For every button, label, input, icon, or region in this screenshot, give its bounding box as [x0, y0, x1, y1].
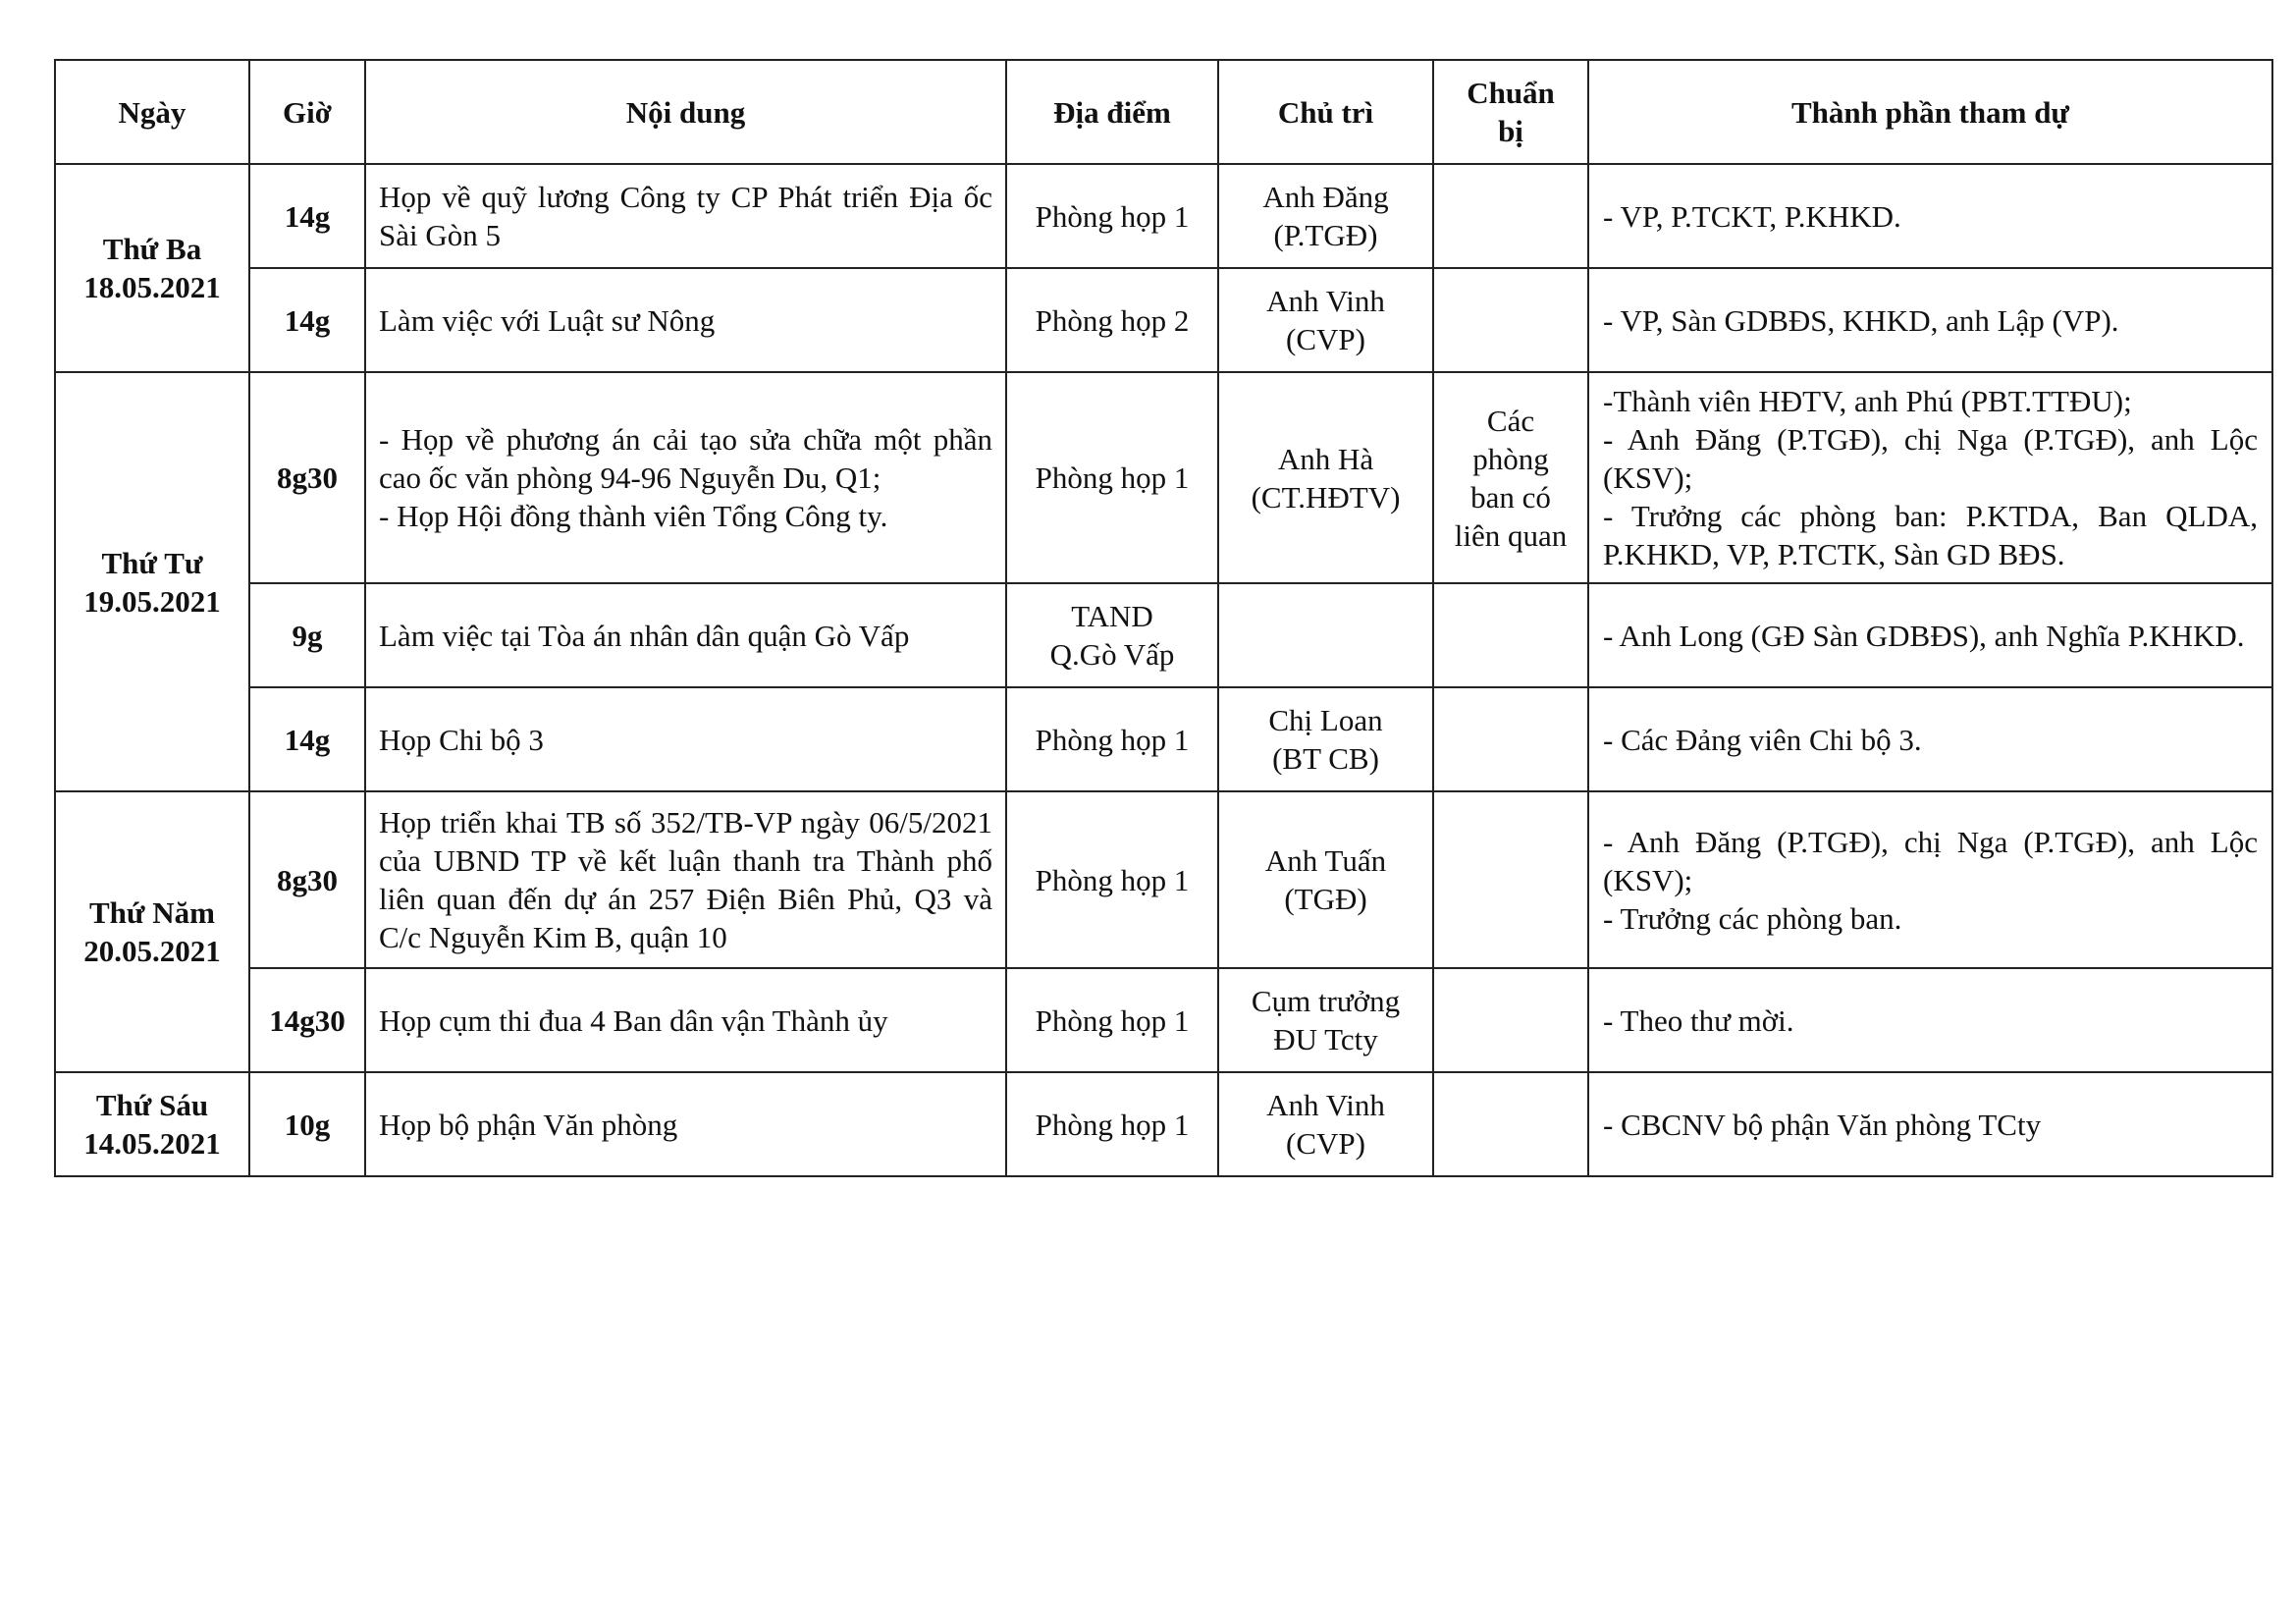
- chair-cell-line: Anh Đăng: [1262, 180, 1389, 214]
- header-row: [55, 60, 2272, 164]
- attendees-cell-line: - Trưởng các phòng ban.: [1603, 900, 1902, 936]
- preparation-cell-line: phòng: [1472, 441, 1549, 476]
- content-cell: [365, 687, 1006, 791]
- location-cell: [1006, 372, 1218, 583]
- content-cell: [365, 268, 1006, 372]
- content-cell: [365, 791, 1006, 968]
- preparation-cell: [1433, 164, 1588, 268]
- location-cell-line: Phòng họp 1: [1035, 1002, 1190, 1038]
- location-cell: [1006, 1072, 1218, 1176]
- time-cell: 14g30: [249, 968, 365, 1072]
- preparation-cell: [1433, 372, 1588, 583]
- chair-cell-line: (CT.HĐTV): [1251, 479, 1401, 514]
- attendees-cell-line: - Anh Long (GĐ Sàn GDBĐS), anh Nghĩa P.KHKD.: [1603, 618, 2245, 653]
- attendees-cell-line: - VP, Sàn GDBĐS, KHKD, anh Lập (VP).: [1603, 302, 2119, 338]
- attendees-cell: [1588, 687, 2272, 791]
- day-cell: [55, 164, 249, 372]
- schedule-body: [55, 164, 2272, 1176]
- day-cell: [55, 791, 249, 1072]
- location-cell: [1006, 268, 1218, 372]
- preparation-cell: [1433, 791, 1588, 968]
- chair-cell-line: (CVP): [1286, 1126, 1365, 1161]
- weekday-label: Thứ Sáu: [95, 1088, 209, 1122]
- chair-cell: [1218, 791, 1433, 968]
- table-row: [55, 968, 2272, 1072]
- header-preparation: [1433, 60, 1588, 164]
- attendees-cell: [1588, 164, 2272, 268]
- chair-cell: [1218, 164, 1433, 268]
- chair-cell-line: Anh Vinh: [1266, 1088, 1385, 1122]
- preparation-cell: [1433, 1072, 1588, 1176]
- location-cell: [1006, 583, 1218, 687]
- time-cell: 8g30: [249, 791, 365, 968]
- content-cell-line: Họp về quỹ lương Công ty CP Phát triển Địa ốc Sài Gòn 5: [379, 180, 1000, 252]
- content-cell: [365, 583, 1006, 687]
- preparation-cell-line: liên quan: [1454, 517, 1568, 553]
- time-cell: 14g: [249, 268, 365, 372]
- chair-cell-line: (BT CB): [1272, 741, 1379, 776]
- location-cell-line: Q.Gò Vấp: [1049, 637, 1175, 672]
- table-row: [55, 583, 2272, 687]
- location-cell-line: Phòng họp 1: [1035, 862, 1190, 897]
- weekday-label: Thứ Năm: [89, 895, 215, 930]
- location-cell: [1006, 968, 1218, 1072]
- date-label: 20.05.2021: [83, 934, 221, 968]
- header-time: Giờ: [249, 60, 365, 164]
- content-cell-line: Họp triển khai TB số 352/TB-VP ngày 06/5/2021 của UBND TP về kết luận thanh tra Thành phố liên quan đến dự án 257 Điện Biên Phủ, Q3 và C/c Nguyễn Kim B, quận 10: [379, 805, 1000, 954]
- attendees-cell: [1588, 791, 2272, 968]
- time-cell: 14g: [249, 164, 365, 268]
- content-cell: [365, 164, 1006, 268]
- location-cell: [1006, 164, 1218, 268]
- chair-cell-line: (CVP): [1286, 322, 1365, 356]
- attendees-cell-line: -Thành viên HĐTV, anh Phú (PBT.TTĐU);: [1603, 384, 2132, 418]
- chair-cell-line: Anh Vinh: [1266, 284, 1385, 318]
- header-day: Ngày: [55, 60, 249, 164]
- time-cell: 9g: [249, 583, 365, 687]
- table-row: [55, 687, 2272, 791]
- time-cell: 8g30: [249, 372, 365, 583]
- preparation-cell: [1433, 687, 1588, 791]
- chair-cell: [1218, 583, 1433, 687]
- attendees-cell-line: - Anh Đăng (P.TGĐ), chị Nga (P.TGĐ), anh Lộc (KSV);: [1603, 422, 2266, 495]
- content-cell: [365, 1072, 1006, 1176]
- day-cell: [55, 372, 249, 791]
- chair-cell-line: Anh Tuấn: [1264, 843, 1387, 878]
- attendees-cell-line: - Theo thư mời.: [1603, 1002, 1794, 1038]
- preparation-cell-line: Các: [1486, 403, 1535, 438]
- preparation-cell: [1433, 268, 1588, 372]
- time-cell: 14g: [249, 687, 365, 791]
- chair-cell: [1218, 372, 1433, 583]
- table-row: [55, 791, 2272, 968]
- attendees-cell-line: - Trưởng các phòng ban: P.KTDA, Ban QLDA, P.KHKD, VP, P.TCTK, Sàn GD BĐS.: [1603, 499, 2266, 571]
- attendees-cell: [1588, 583, 2272, 687]
- location-cell-line: Phòng họp 1: [1035, 460, 1190, 495]
- time-cell: 10g: [249, 1072, 365, 1176]
- table-row: [55, 268, 2272, 372]
- chair-cell: [1218, 268, 1433, 372]
- header-location: Địa điểm: [1006, 60, 1218, 164]
- content-cell-line: Làm việc với Luật sư Nông: [379, 302, 716, 338]
- schedule-table: [54, 59, 2273, 1177]
- attendees-cell-line: - Các Đảng viên Chi bộ 3.: [1603, 722, 1922, 757]
- content-cell-line: Họp cụm thi đua 4 Ban dân vận Thành ủy: [379, 1002, 888, 1038]
- date-label: 14.05.2021: [83, 1126, 221, 1161]
- content-cell-line: Làm việc tại Tòa án nhân dân quận Gò Vấp: [379, 618, 910, 653]
- chair-cell: [1218, 1072, 1433, 1176]
- chair-cell: [1218, 968, 1433, 1072]
- location-cell-line: Phòng họp 1: [1035, 1107, 1190, 1142]
- attendees-cell: [1588, 372, 2272, 583]
- chair-cell-line: Anh Hà: [1277, 441, 1374, 476]
- table-row: [55, 1072, 2272, 1176]
- preparation-cell-line: ban có: [1470, 479, 1551, 514]
- day-cell: [55, 1072, 249, 1176]
- location-cell-line: Phòng họp 1: [1035, 722, 1190, 757]
- preparation-cell: [1433, 968, 1588, 1072]
- location-cell: [1006, 791, 1218, 968]
- content-cell-line: - Họp về phương án cải tạo sửa chữa một phần cao ốc văn phòng 94-96 Nguyễn Du, Q1;: [379, 422, 1000, 495]
- preparation-cell: [1433, 583, 1588, 687]
- weekday-label: Thứ Ba: [102, 232, 202, 266]
- location-cell: [1006, 687, 1218, 791]
- chair-cell-line: Cụm trưởng: [1251, 984, 1401, 1018]
- header-preparation-text: Chuẩn bị: [1467, 76, 1563, 148]
- header-attendees: Thành phần tham dự: [1588, 60, 2272, 164]
- chair-cell-line: ĐU Tcty: [1273, 1022, 1378, 1056]
- chair-cell-line: Chị Loan: [1268, 703, 1383, 737]
- attendees-cell-line: - Anh Đăng (P.TGĐ), chị Nga (P.TGĐ), anh Lộc (KSV);: [1603, 824, 2266, 897]
- table-row: [55, 164, 2272, 268]
- attendees-cell-line: - VP, P.TCKT, P.KHKD.: [1603, 198, 1901, 234]
- attendees-cell: [1588, 1072, 2272, 1176]
- content-cell-line: - Họp Hội đồng thành viên Tổng Công ty.: [379, 499, 888, 533]
- attendees-cell: [1588, 268, 2272, 372]
- content-cell-line: Họp Chi bộ 3: [379, 722, 544, 757]
- location-cell-line: TAND: [1071, 599, 1153, 633]
- header-chair: Chủ trì: [1218, 60, 1433, 164]
- location-cell-line: Phòng họp 1: [1035, 198, 1190, 234]
- content-cell: [365, 968, 1006, 1072]
- chair-cell-line: (P.TGĐ): [1273, 218, 1378, 252]
- content-cell-line: Họp bộ phận Văn phòng: [379, 1107, 678, 1142]
- date-label: 19.05.2021: [83, 583, 221, 619]
- location-cell-line: Phòng họp 2: [1035, 302, 1190, 338]
- table-row: [55, 372, 2272, 583]
- header-content: Nội dung: [365, 60, 1006, 164]
- attendees-cell: [1588, 968, 2272, 1072]
- weekday-label: Thứ Tư: [101, 545, 203, 580]
- content-cell: [365, 372, 1006, 583]
- date-label: 18.05.2021: [83, 270, 221, 304]
- attendees-cell-line: - CBCNV bộ phận Văn phòng TCty: [1603, 1107, 2042, 1142]
- chair-cell: [1218, 687, 1433, 791]
- chair-cell-line: (TGĐ): [1284, 882, 1367, 916]
